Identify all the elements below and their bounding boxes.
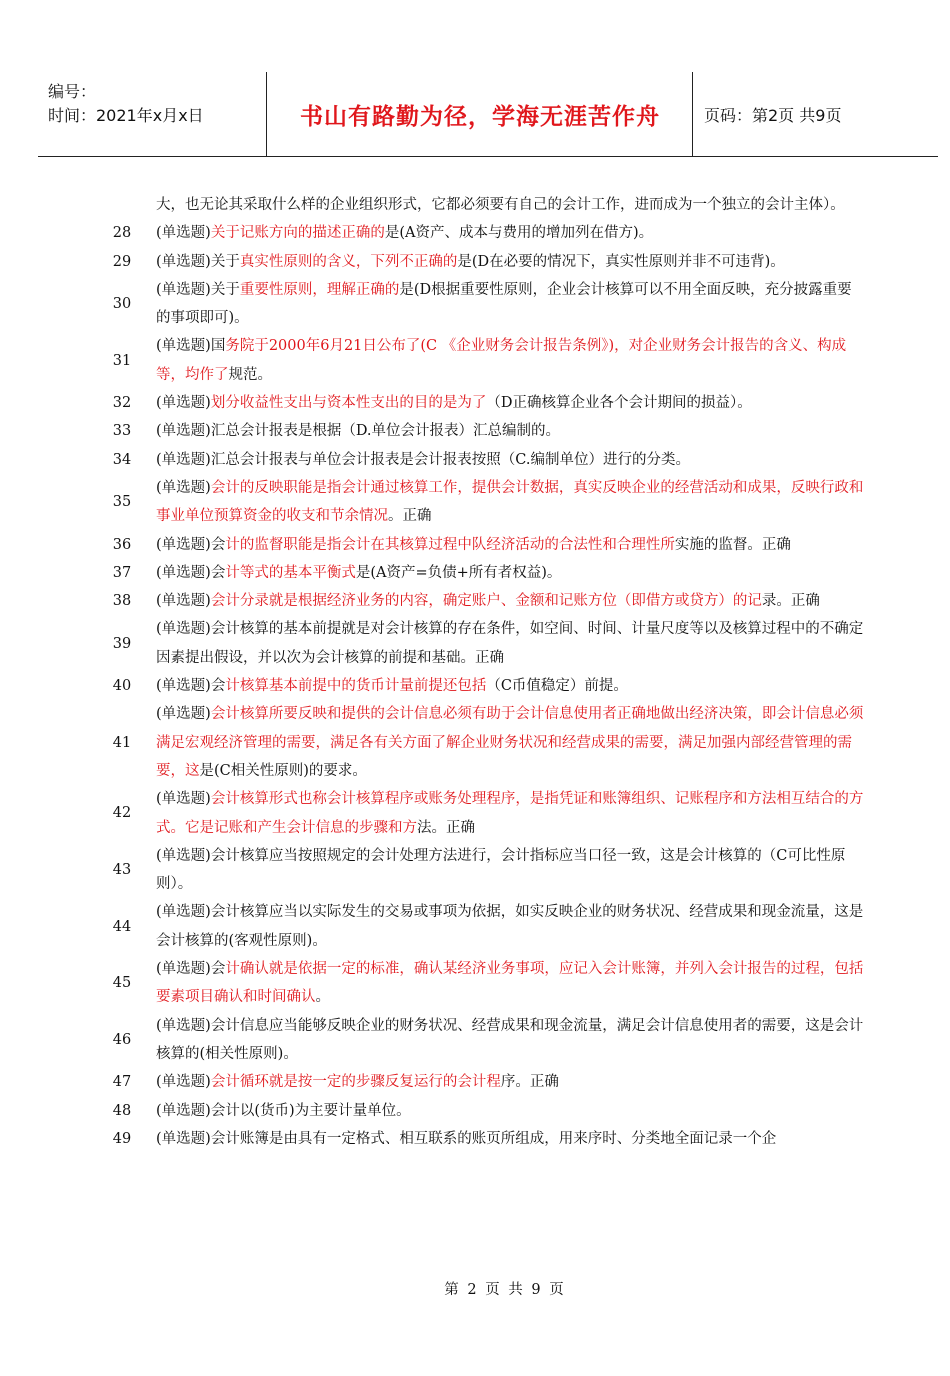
question-item	[0, 219, 950, 247]
question-text	[156, 559, 864, 587]
question-list	[0, 191, 950, 1153]
question-item	[0, 559, 950, 587]
body-text: 。	[315, 989, 330, 1006]
question-item	[0, 531, 950, 559]
question-item	[0, 1097, 950, 1125]
question-number: 38	[112, 593, 132, 610]
body-text: (单选题)会计核算应当以实际发生的交易或事项为依据，如实反映企业的财务状况、经营成果和现金流量，这是会计核算的(客观性原则)。	[156, 904, 864, 949]
body-text: (单选题)	[156, 706, 211, 723]
body-text: (单选题)	[156, 479, 211, 496]
page-header	[38, 72, 938, 157]
question-text	[156, 446, 864, 474]
highlighted-text: 关于记账方向的描述正确的	[210, 225, 385, 242]
body-text: 大，也无论其采取什么样的企业组织形式，它都必须要有自己的会计工作，进而成为一个独立的会计主体）。	[156, 197, 845, 213]
question-number: 45	[112, 975, 132, 992]
body-text: 是(A资产、成本与费用的增加列在借方)。	[384, 225, 654, 242]
body-text: 序。正确	[500, 1074, 559, 1091]
highlighted-text: 真实性原则的含义，下列不正确的	[239, 253, 458, 270]
question-text	[156, 248, 864, 276]
body-text: 实施的监督。正确	[674, 536, 791, 553]
body-text: 。正确	[388, 508, 432, 525]
question-text	[156, 1012, 864, 1069]
body-text: （D正确核算企业各个会计期间的损益）。	[486, 395, 752, 412]
body-text: (单选题)国	[156, 338, 226, 355]
question-text	[156, 191, 864, 219]
question-text	[156, 898, 864, 955]
highlighted-text: 会计核算所要反映和提供的会计信息必须有助于会计信息使用者正确地做出经济决策，即会计信息必须满足宏观经济管理的需要，满足各有关方面了解企业财务状况和经营成果的需要，满足加强内部经营管理的需要，这	[156, 706, 864, 779]
question-item	[0, 1012, 950, 1069]
question-number: 35	[112, 494, 132, 511]
highlighted-text: 划分收益性支出与资本性支出的目的是为了	[210, 395, 487, 412]
question-text	[156, 474, 864, 531]
question-text	[156, 587, 864, 615]
question-number: 46	[112, 1031, 132, 1048]
question-text	[156, 785, 864, 842]
question-number: 30	[112, 296, 132, 313]
question-item	[0, 276, 950, 333]
question-item	[0, 332, 950, 389]
question-item	[0, 474, 950, 531]
question-item	[0, 615, 950, 672]
body-text: (单选题)会	[156, 961, 226, 978]
question-number: 39	[112, 635, 132, 652]
question-text	[156, 1097, 864, 1125]
question-number: 41	[112, 734, 132, 751]
question-number: 49	[112, 1130, 132, 1147]
body-text: (单选题)会计信息应当能够反映企业的财务状况、经营成果和现金流量，满足会计信息使用者的需要，这是会计核算的(相关性原则)。	[156, 1017, 864, 1062]
body-text: (单选题)	[156, 1074, 211, 1091]
question-item	[0, 1068, 950, 1096]
body-text: (单选题)会	[156, 536, 226, 553]
body-text: (单选题)会	[156, 678, 226, 695]
question-text	[156, 1125, 864, 1153]
body-text: 法。正确	[417, 819, 475, 836]
body-text: (单选题)会计以(货币)为主要计量单位。	[156, 1102, 411, 1119]
question-text	[156, 615, 864, 672]
highlighted-text: 重要性原则，理解正确的	[239, 281, 400, 298]
header-divider-left	[266, 72, 267, 156]
highlighted-text: 务院于2000年6月21日公布了(C 《企业财务会计报告条例》)，对企业财务会计报告的含义、构成等，均作了	[156, 338, 847, 383]
page-footer: 第 2 页 共 9 页	[444, 1282, 566, 1298]
header-page-number: 页码：第2页 共9页	[704, 105, 842, 125]
serial-label: 编号：	[48, 82, 97, 101]
question-number	[94, 191, 150, 219]
question-item	[0, 389, 950, 417]
question-item	[0, 587, 950, 615]
body-text: (单选题)会	[156, 564, 226, 581]
question-number: 48	[112, 1102, 132, 1119]
header-motto: 书山有路勤为径，学海无涯苦作舟	[300, 102, 660, 130]
question-number: 33	[112, 423, 132, 440]
question-number: 36	[112, 536, 132, 553]
question-text	[156, 955, 864, 1012]
body-text: 是(C相关性原则)的要求。	[199, 762, 367, 779]
question-number: 28	[112, 225, 132, 242]
body-text: (单选题)汇总会计报表与单位会计报表是会计报表按照（C.编制单位）进行的分类。	[156, 451, 690, 468]
question-text	[156, 1068, 864, 1096]
question-item	[0, 1125, 950, 1153]
question-item	[0, 191, 950, 219]
body-text: (单选题)关于	[156, 253, 240, 270]
question-item	[0, 898, 950, 955]
question-item	[0, 417, 950, 445]
question-text	[156, 700, 864, 785]
body-text: (单选题)会计账簿是由具有一定格式、相互联系的账页所组成，用来序时、分类地全面记录一个企	[156, 1130, 777, 1147]
body-text: (单选题)	[156, 225, 211, 242]
question-number: 40	[112, 678, 132, 695]
question-text	[156, 842, 864, 899]
body-text: (单选题)	[156, 395, 211, 412]
body-text: 录。正确	[761, 593, 820, 610]
question-number: 43	[112, 861, 132, 878]
highlighted-text: 计的监督职能是指会计在其核算过程中队经济活动的合法性和合理性所	[225, 536, 675, 553]
question-text	[156, 219, 864, 247]
highlighted-text: 计核算基本前提中的货币计量前提还包括	[225, 678, 487, 695]
question-text	[156, 672, 864, 700]
question-number: 42	[112, 805, 132, 822]
highlighted-text: 会计分录就是根据经济业务的内容，确定账户、金额和记账方位（即借方或贷方）的记	[210, 593, 762, 610]
body-text: （C币值稳定）前提。	[486, 678, 628, 695]
question-item	[0, 955, 950, 1012]
time-label: 时间：2021年x月x日	[48, 106, 204, 125]
body-text: 是(D根据重要性原则，企业会计核算可以不用全面反映，充分披露重要的事项即可)。	[156, 281, 852, 327]
body-text: (单选题)关于	[156, 281, 240, 298]
question-number: 47	[112, 1074, 132, 1091]
body-text: 是(D在必要的情况下，真实性原则并非不可违背)。	[457, 253, 785, 270]
highlighted-text: 计等式的基本平衡式	[225, 564, 356, 581]
question-text	[156, 276, 864, 333]
body-text: (单选题)	[156, 791, 211, 808]
question-text	[156, 332, 864, 389]
highlighted-text: 会计核算形式也称会计核算程序或账务处理程序，是指凭证和账簿组织、记账程序和方法相互结合的方式。它是记账和产生会计信息的步骤和方	[156, 791, 864, 836]
body-text: (单选题)会计核算应当按照规定的会计处理方法进行，会计指标应当口径一致，这是会计核算的（C可比性原则）。	[156, 847, 846, 893]
question-number: 37	[112, 564, 132, 581]
highlighted-text: 会计循环就是按一定的步骤反复运行的会计程	[210, 1074, 501, 1091]
header-divider-right	[692, 72, 693, 156]
question-number: 29	[112, 253, 132, 270]
question-item	[0, 842, 950, 899]
body-text: 是(A资产=负债+所有者权益)。	[355, 564, 562, 581]
question-text	[156, 417, 864, 445]
question-item	[0, 248, 950, 276]
header-meta	[48, 80, 268, 128]
question-number: 31	[112, 352, 132, 369]
question-item	[0, 672, 950, 700]
question-number: 34	[112, 451, 132, 468]
question-item	[0, 700, 950, 785]
question-text	[156, 531, 864, 559]
body-text: (单选题)	[156, 593, 211, 610]
body-text: (单选题)汇总会计报表是根据（D.单位会计报表）汇总编制的。	[156, 423, 561, 440]
question-number: 32	[112, 395, 132, 412]
question-item	[0, 785, 950, 842]
question-item	[0, 446, 950, 474]
body-text: 规范。	[228, 366, 272, 383]
question-text	[156, 389, 864, 417]
body-text: (单选题)会计核算的基本前提就是对会计核算的存在条件，如空间、时间、计量尺度等以及核算过程中的不确定因素提出假设，并以次为会计核算的前提和基础。正确	[156, 621, 864, 666]
question-number: 44	[112, 918, 132, 935]
highlighted-text: 会计的反映职能是指会计通过核算工作，提供会计数据，真实反映企业的经营活动和成果，反映行政和事业单位预算资金的收支和节余情况	[156, 479, 864, 525]
highlighted-text: 计确认就是依据一定的标准，确认某经济业务事项，应记入会计账簿，并列入会计报告的过程，包括要素项目确认和时间确认	[156, 961, 864, 1006]
